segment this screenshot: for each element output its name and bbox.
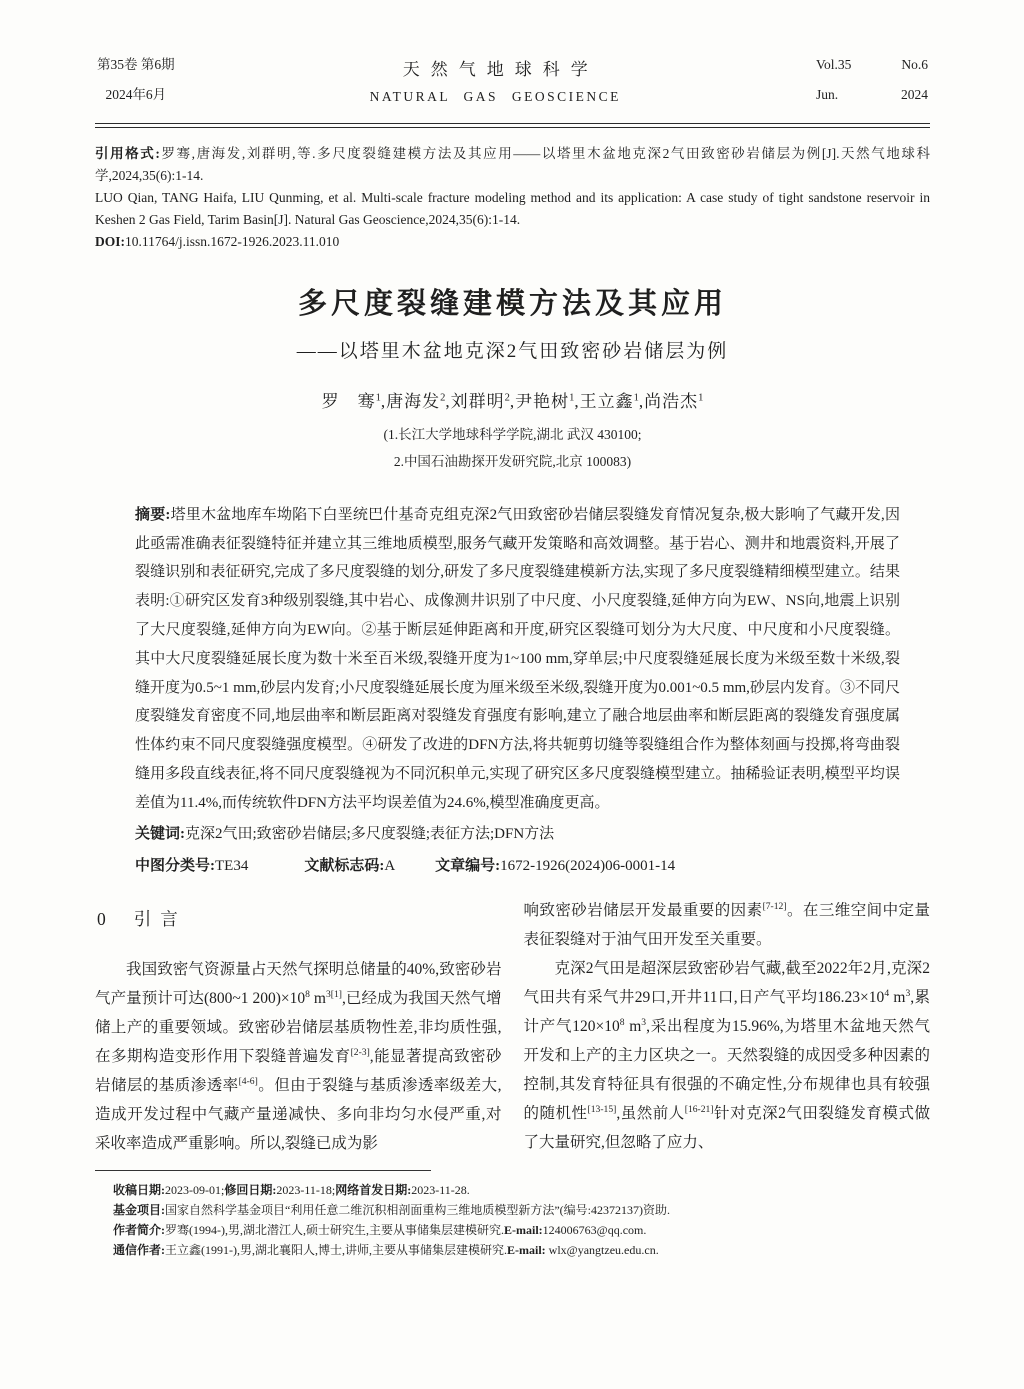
volume-issue-en [816, 50, 928, 80]
citation-block [95, 143, 930, 253]
intro-paragraph-1: 我国致密气资源量占天然气探明总储量的40%,致密砂岩气产量预计可达(800~1 $200)\times 10^8$ $m^{3[1]}$,已经成为我国天然气增储上产的重要领域。致密砂岩储层基质物性差,非均质性强,在多期构造变形作用下裂缝普遍发育[2-3],能显著提高致密砂岩储层的基质渗透率[4-6]。但由于裂缝与基质渗透率级差大,造成开发过程中气藏产量递减快、多向非均匀水侵严重,对采收率造成严重影响。所以,裂缝已成为影 [95, 961, 502, 1152]
doi-line: DOI:10.11764/j.issn.1672-1926.2023.11.010 [95, 233, 340, 249]
date-cn: 2024年6月 [105, 87, 167, 103]
right-column [524, 897, 931, 1159]
document-code: 文献标志码:A [304, 858, 396, 875]
affiliation-line-2: 2.中国石油勘探开发研究院,北京 100083) [393, 453, 632, 469]
section-title: 引言 [133, 909, 187, 930]
citation-en: LUO Qian, TANG Haifa, LIU Qunming, et al. Multi-scale fracture modeling method and its application: A case study of tight sandstone reservoir in Keshen 2 Gas Field, Tarim Basin[J]. Natural Gas Geoscience,2024,35(6):1-14. [95, 189, 930, 227]
citation-cn: 引用格式:罗骞,唐海发,刘群明,等.多尺度裂缝建模方法及其应用——以塔里木盆地克深2气田致密砂岩储层为例[J].天然气地球科学,2024,35(6):1-14. [95, 145, 930, 183]
article-title: 多尺度裂缝建模方法及其应用 [297, 287, 727, 320]
journal-title-en: NATURAL GAS GEOSCIENCE [369, 89, 621, 105]
issue-en: No.6 [901, 57, 928, 72]
keywords-line: 关键词:克深2气田;致密砂岩储层;多尺度裂缝;表征方法;DFN方法 [135, 825, 555, 842]
footnote-divider [95, 1170, 431, 1171]
article-subtitle: ——以塔里木盆地克深2气田致密砂岩储层为例 [296, 340, 729, 362]
footnote-author-bio: 作者简介:罗骞(1994-),男,湖北潜江人,硕士研究生,主要从事储集层建模研究.E-mail:124006763@qq.com. [113, 1223, 647, 1238]
footnote-funding: 基金项目:国家自然科学基金项目“利用任意二维沉积相剖面重构三维地质模型新方法”(编号:42372137)资助. [113, 1203, 670, 1218]
year-en: 2024 [900, 87, 928, 103]
journal-header [95, 50, 930, 123]
journal-title-cn: 天然气地球科学 [402, 60, 599, 80]
clc-number: 中图分类号:TE34 [135, 858, 249, 875]
affiliation-line-1: (1.长江大学地球科学学院,湖北 武汉 430100; [383, 426, 642, 442]
footnote-corresponding-author: 通信作者:王立鑫(1991-),男,湖北襄阳人,博士,讲师,主要从事储集层建模研究.E-mail: wlx@yangtzeu.edu.cn. [113, 1243, 659, 1258]
month-en: Jun. [815, 87, 839, 103]
header-divider [95, 123, 930, 128]
header-left [97, 50, 175, 111]
intro-paragraph-1-continued: 响致密砂岩储层开发最重要的因素[7-12]。在三维空间中定量表征裂缝对于油气田开发至关重要。 [523, 901, 930, 949]
volume-issue-cn: 第35卷 第6期 [97, 57, 175, 72]
section-number: 0 [97, 909, 106, 930]
header-center [370, 55, 621, 105]
intro-paragraph-2: 克深2气田是超深层致密砂岩气藏,截至2022年2月,克深2气田共有采气井29口,开井11口,日产气平均$186.23\times 10^4$ $m^3$,累计产气$120\times 10^8$ $m^3$,采出程度为15.96%,为塔里木盆地天然气开发和上产的主力区块之一。天然裂缝的成因受多种因素的控制,其发育特征具有很强的不确定性,分布规律也具有较强的随机性[13-15],虽然前人[16-21]针对克深2气田裂缝发育模式做了大量研究,但忽略了应力、 [523, 960, 931, 1152]
article-number: 文章编号:1672-1926(2024)06-0001-14 [435, 858, 676, 875]
footnote-received-dates: 收稿日期:2023-09-01;修回日期:2023-11-18;网络首发日期:2023-11-28. [113, 1182, 470, 1197]
section-heading [97, 903, 502, 936]
left-column [95, 897, 502, 1159]
affiliations [95, 421, 930, 475]
authors-line: 罗 骞$^1$,唐海发$^2$,刘群明$^2$,尹艳树$^1$,王立鑫$^1$,尚浩杰$^1$ [321, 391, 704, 411]
date-en [816, 80, 928, 110]
body-columns [95, 897, 930, 1159]
header-right [816, 50, 928, 111]
volume-en: Vol.35 [815, 57, 852, 72]
footnotes-block [95, 1180, 930, 1261]
classification-line [135, 854, 900, 875]
abstract-paragraph: 摘要:塔里木盆地库车坳陷下白垩统巴什基奇克组克深2气田致密砂岩储层裂缝发育情况复杂,极大影响了气藏开发,因此亟需准确表征裂缝特征并建立其三维地质模型,服务气藏开发策略和高效调整。基于岩心、测井和地震资料,开展了裂缝识别和表征研究,完成了多尺度裂缝的划分,研发了多尺度裂缝建模新方法,实现了多尺度裂缝精细模型建立。结果表明:①研究区发育3种级别裂缝,其中岩心、成像测井识别了中尺度、小尺度裂缝,延伸方向为EW、NS向,地震上识别了大尺度裂缝,延伸方向为EW向。②基于断层延伸距离和开度,研究区裂缝可划分为大尺度、中尺度和小尺度裂缝。其中大尺度裂缝延展长度为数十米至百米级,裂缝开度为1~100 mm,穿单层;中尺度裂缝延展长度为米级至数十米级,裂缝开度为0.5~1 mm,砂层内发育;小尺度裂缝延展长度为厘米级至米级,裂缝开度为0.001~0.5 mm,砂层内发育。③不同尺度裂缝发育密度不同,地层曲率和断层距离对裂缝发育强度有影响,建立了融合地层曲率和断层距离的裂缝发育强度属性体约束不同尺度裂缝强度模型。④研发了改进的DFN方法,将共轭剪切缝等裂缝组合作为整体刻画与投掷,将弯曲裂缝用多段直线表征,将不同尺度裂缝视为不同沉积单元,实现了研究区多尺度裂缝模型建立。抽稀验证表明,模型平均误差值为11.4%,而传统软件DFN方法平均误差值为24.6%,模型准确度更高。 [135, 506, 900, 811]
